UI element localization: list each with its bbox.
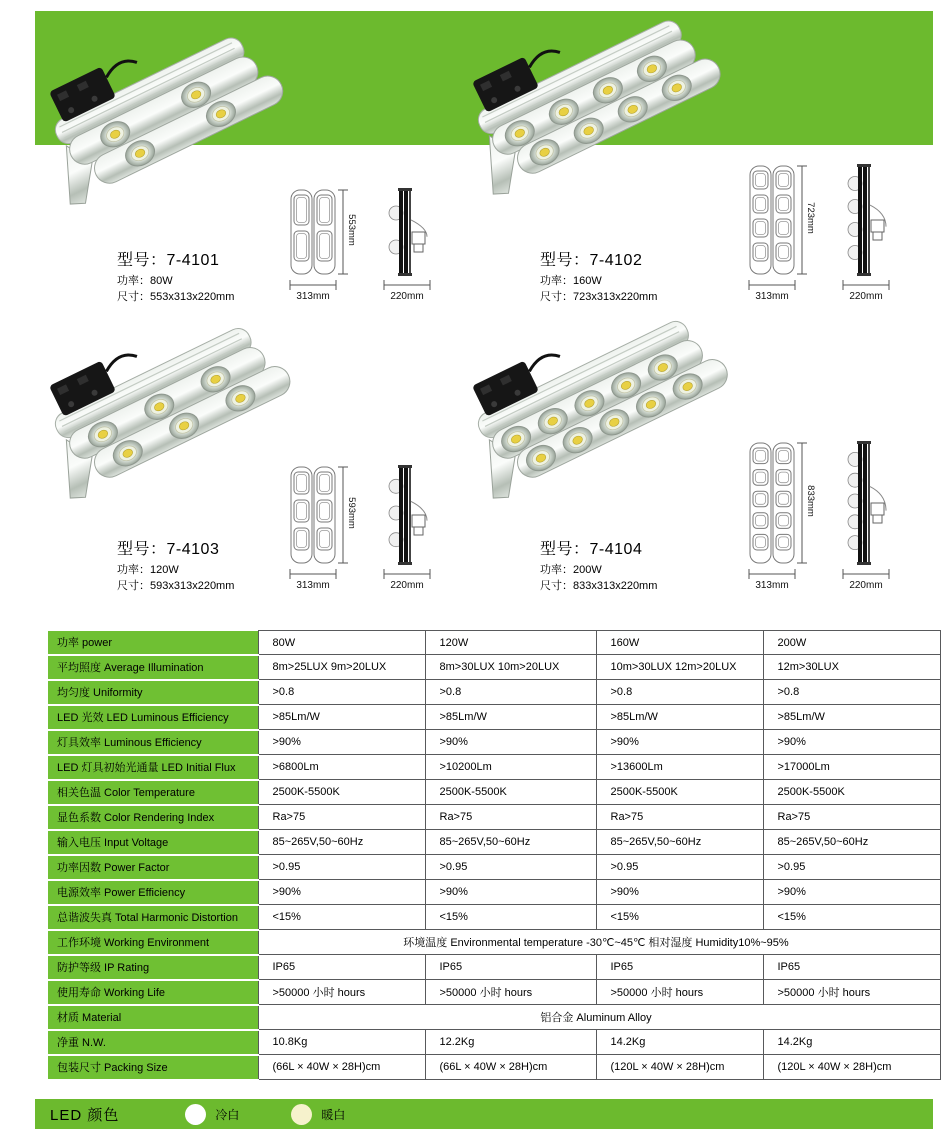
width-dimension-label: 313mm bbox=[296, 580, 330, 591]
product-info bbox=[540, 538, 657, 595]
spec-value-cell: 200W bbox=[763, 631, 940, 655]
spec-value-cell: 8m>30LUX 10m>20LUX bbox=[425, 655, 596, 680]
height-dimension-label: 593mm bbox=[346, 497, 357, 529]
spec-value-cell: >85Lm/W bbox=[258, 705, 425, 730]
spec-row bbox=[48, 905, 940, 930]
height-dimension-label: 723mm bbox=[805, 202, 816, 234]
spec-value-cell: <15% bbox=[258, 905, 425, 930]
spec-row bbox=[48, 655, 940, 680]
spec-row bbox=[48, 780, 940, 805]
spec-value-cell: 2500K-5500K bbox=[425, 780, 596, 805]
color-swatch bbox=[185, 1104, 206, 1125]
dimension-diagrams bbox=[285, 465, 443, 591]
spec-label-cell: 平均照度 Average Illumination bbox=[48, 655, 258, 680]
spec-row bbox=[48, 631, 940, 655]
product-size bbox=[117, 579, 234, 595]
spec-value-cell: >90% bbox=[596, 880, 763, 905]
spec-value-cell: >0.8 bbox=[763, 680, 940, 705]
depth-dimension-label: 220mm bbox=[390, 580, 424, 591]
size-field-label: 尺寸： bbox=[117, 291, 150, 304]
dimension-front-view bbox=[285, 465, 365, 591]
product-card bbox=[45, 18, 457, 306]
model-value: 7-4102 bbox=[589, 251, 643, 269]
spec-value-cell: 120W bbox=[425, 631, 596, 655]
led-color-title: LED 颜色 bbox=[50, 1106, 120, 1124]
product-model bbox=[117, 249, 234, 272]
spec-value-cell: IP65 bbox=[763, 955, 940, 980]
spec-value-cell: >90% bbox=[258, 730, 425, 755]
size-field-label: 尺寸： bbox=[540, 291, 573, 304]
model-field-label: 型号： bbox=[540, 540, 590, 558]
spec-span-cell: 铝合金 Aluminum Alloy bbox=[258, 1005, 940, 1030]
depth-dimension-label: 220mm bbox=[849, 291, 883, 302]
spec-label-cell: LED 灯具初始光通量 LED Initial Flux bbox=[48, 755, 258, 780]
spec-value-cell: >13600Lm bbox=[596, 755, 763, 780]
spec-value-cell: >85Lm/W bbox=[425, 705, 596, 730]
led-color-options bbox=[119, 1104, 345, 1125]
spec-value-cell: Ra>75 bbox=[258, 805, 425, 830]
spec-value-cell: <15% bbox=[596, 905, 763, 930]
spec-value-cell: Ra>75 bbox=[763, 805, 940, 830]
spec-value-cell: 80W bbox=[258, 631, 425, 655]
spec-row bbox=[48, 830, 940, 855]
spec-value-cell: (120L × 40W × 28H)cm bbox=[596, 1055, 763, 1080]
height-dimension-label: 833mm bbox=[805, 485, 816, 517]
product-model bbox=[540, 538, 657, 561]
power-cable bbox=[526, 46, 560, 67]
spec-value-cell: >0.95 bbox=[596, 855, 763, 880]
spec-value-cell: 2500K-5500K bbox=[258, 780, 425, 805]
spec-value-cell: 85~265V,50~60Hz bbox=[763, 830, 940, 855]
product-photo bbox=[45, 18, 317, 246]
dimension-front-view bbox=[744, 441, 824, 591]
depth-dimension-label: 220mm bbox=[390, 291, 424, 302]
spec-value-cell: (120L × 40W × 28H)cm bbox=[763, 1055, 940, 1080]
spec-row bbox=[48, 1030, 940, 1055]
power-field-label: 功率： bbox=[540, 275, 573, 288]
spec-value-cell: >0.95 bbox=[425, 855, 596, 880]
spec-label-cell: 输入电压 Input Voltage bbox=[48, 830, 258, 855]
width-dimension-label: 313mm bbox=[296, 291, 330, 302]
model-field-label: 型号： bbox=[540, 251, 590, 269]
spec-value-cell: (66L × 40W × 28H)cm bbox=[425, 1055, 596, 1080]
product-size bbox=[540, 290, 657, 306]
power-field-label: 功率： bbox=[117, 275, 150, 288]
spec-value-cell: 85~265V,50~60Hz bbox=[425, 830, 596, 855]
spec-value-cell: 12.2Kg bbox=[425, 1030, 596, 1055]
spec-row bbox=[48, 755, 940, 780]
led-color-option bbox=[291, 1104, 345, 1125]
spec-row bbox=[48, 930, 940, 955]
dimension-front-view bbox=[285, 188, 365, 302]
dimension-side-view bbox=[840, 164, 902, 302]
product-power bbox=[117, 274, 234, 290]
spec-value-cell: 14.2Kg bbox=[763, 1030, 940, 1055]
spec-label-cell: 灯具效率 Luminous Efficiency bbox=[48, 730, 258, 755]
specification-table bbox=[48, 630, 941, 1081]
spec-value-cell: IP65 bbox=[425, 955, 596, 980]
spec-value-cell: >85Lm/W bbox=[763, 705, 940, 730]
spec-row bbox=[48, 680, 940, 705]
spec-value-cell: >90% bbox=[763, 730, 940, 755]
spec-label-cell: LED 光效 LED Luminous Efficiency bbox=[48, 705, 258, 730]
model-field-label: 型号： bbox=[117, 251, 167, 269]
product-card bbox=[468, 312, 916, 595]
product-power bbox=[117, 563, 234, 579]
spec-label-cell: 防护等级 IP Rating bbox=[48, 955, 258, 980]
spec-label-cell: 工作环境 Working Environment bbox=[48, 930, 258, 955]
model-field-label: 型号： bbox=[117, 540, 167, 558]
width-dimension-label: 313mm bbox=[755, 580, 789, 591]
spec-value-cell: >90% bbox=[596, 730, 763, 755]
spec-value-cell: <15% bbox=[425, 905, 596, 930]
spec-row bbox=[48, 730, 940, 755]
spec-value-cell: >0.8 bbox=[596, 680, 763, 705]
model-value: 7-4103 bbox=[166, 540, 220, 558]
spec-value-cell: >50000 小时 hours bbox=[425, 980, 596, 1005]
size-value: 833x313x220mm bbox=[573, 580, 658, 593]
size-value: 593x313x220mm bbox=[150, 580, 235, 593]
spec-value-cell: 85~265V,50~60Hz bbox=[596, 830, 763, 855]
spec-value-cell: >0.95 bbox=[258, 855, 425, 880]
spec-row bbox=[48, 980, 940, 1005]
power-cable bbox=[103, 350, 137, 371]
power-field-label: 功率： bbox=[540, 564, 573, 577]
spec-label-cell: 均匀度 Uniformity bbox=[48, 680, 258, 705]
spec-label-cell: 材质 Material bbox=[48, 1005, 258, 1030]
power-field-label: 功率： bbox=[117, 564, 150, 577]
dimension-diagrams bbox=[744, 441, 902, 591]
spec-value-cell: IP65 bbox=[596, 955, 763, 980]
power-cable bbox=[103, 56, 137, 77]
power-value: 120W bbox=[150, 564, 179, 577]
spec-value-cell: >85Lm/W bbox=[596, 705, 763, 730]
spec-value-cell: >50000 小时 hours bbox=[258, 980, 425, 1005]
size-field-label: 尺寸： bbox=[117, 580, 150, 593]
spec-label-cell: 功率 power bbox=[48, 631, 258, 655]
model-value: 7-4101 bbox=[166, 251, 220, 269]
spec-label-cell: 相关色温 Color Temperature bbox=[48, 780, 258, 805]
spec-value-cell: >17000Lm bbox=[763, 755, 940, 780]
spec-value-cell: >90% bbox=[425, 730, 596, 755]
spec-label-cell: 包装尺寸 Packing Size bbox=[48, 1055, 258, 1080]
power-value: 160W bbox=[573, 275, 602, 288]
spec-value-cell: (66L × 40W × 28H)cm bbox=[258, 1055, 425, 1080]
dimension-side-view bbox=[840, 441, 902, 591]
spec-value-cell: IP65 bbox=[258, 955, 425, 980]
color-swatch-label: 暖白 bbox=[321, 1107, 346, 1122]
color-swatch-label: 冷白 bbox=[215, 1107, 240, 1122]
spec-value-cell: 10.8Kg bbox=[258, 1030, 425, 1055]
led-color-option bbox=[185, 1104, 239, 1125]
spec-value-cell: >0.95 bbox=[763, 855, 940, 880]
spec-value-cell: 14.2Kg bbox=[596, 1030, 763, 1055]
spec-row bbox=[48, 880, 940, 905]
dimension-diagrams bbox=[285, 188, 443, 302]
dimension-diagrams bbox=[744, 164, 902, 302]
product-photo bbox=[45, 312, 317, 540]
product-card bbox=[468, 8, 916, 306]
spec-value-cell: >90% bbox=[425, 880, 596, 905]
model-value: 7-4104 bbox=[589, 540, 643, 558]
color-swatch bbox=[291, 1104, 312, 1125]
height-dimension-label: 553mm bbox=[346, 214, 357, 246]
spec-value-cell: >6800Lm bbox=[258, 755, 425, 780]
spec-value-cell: Ra>75 bbox=[425, 805, 596, 830]
product-info bbox=[540, 249, 657, 306]
spec-label-cell: 总谐波失真 Total Harmonic Distortion bbox=[48, 905, 258, 930]
spec-value-cell: 8m>25LUX 9m>20LUX bbox=[258, 655, 425, 680]
spec-value-cell: >10200Lm bbox=[425, 755, 596, 780]
spec-label-cell: 功率因数 Power Factor bbox=[48, 855, 258, 880]
product-photo bbox=[468, 312, 740, 540]
spec-value-cell: >50000 小时 hours bbox=[763, 980, 940, 1005]
power-cable bbox=[526, 350, 560, 371]
product-model bbox=[117, 538, 234, 561]
spec-row bbox=[48, 705, 940, 730]
product-size bbox=[117, 290, 234, 306]
spec-label-cell: 电源效率 Power Efficiency bbox=[48, 880, 258, 905]
product-model bbox=[540, 249, 657, 272]
spec-span-cell: 环境温度 Environmental temperature -30℃~45℃ 相对湿度 Humidity10%~95% bbox=[258, 930, 940, 955]
spec-row bbox=[48, 1005, 940, 1030]
spec-row bbox=[48, 955, 940, 980]
spec-value-cell: 2500K-5500K bbox=[763, 780, 940, 805]
depth-dimension-label: 220mm bbox=[849, 580, 883, 591]
spec-value-cell: 12m>30LUX bbox=[763, 655, 940, 680]
dimension-front-view bbox=[744, 164, 824, 302]
spec-label-cell: 显色系数 Color Rendering Index bbox=[48, 805, 258, 830]
product-card bbox=[45, 312, 457, 595]
spec-value-cell: 10m>30LUX 12m>20LUX bbox=[596, 655, 763, 680]
spec-label-cell: 使用寿命 Working Life bbox=[48, 980, 258, 1005]
spec-row bbox=[48, 855, 940, 880]
spec-value-cell: Ra>75 bbox=[596, 805, 763, 830]
power-value: 200W bbox=[573, 564, 602, 577]
spec-table-body bbox=[48, 631, 940, 1080]
spec-value-cell: >90% bbox=[763, 880, 940, 905]
spec-value-cell: >50000 小时 hours bbox=[596, 980, 763, 1005]
product-power bbox=[540, 563, 657, 579]
power-value: 80W bbox=[150, 275, 173, 288]
spec-value-cell: >0.8 bbox=[425, 680, 596, 705]
size-value: 723x313x220mm bbox=[573, 291, 658, 304]
spec-value-cell: <15% bbox=[763, 905, 940, 930]
spec-value-cell: 85~265V,50~60Hz bbox=[258, 830, 425, 855]
spec-value-cell: >0.8 bbox=[258, 680, 425, 705]
led-color-bar bbox=[35, 1099, 933, 1129]
product-info bbox=[117, 538, 234, 595]
spec-value-cell: 160W bbox=[596, 631, 763, 655]
spec-row bbox=[48, 1055, 940, 1080]
spec-value-cell: 2500K-5500K bbox=[596, 780, 763, 805]
dimension-side-view bbox=[381, 465, 443, 591]
product-size bbox=[540, 579, 657, 595]
spec-row bbox=[48, 805, 940, 830]
width-dimension-label: 313mm bbox=[755, 291, 789, 302]
spec-value-cell: >90% bbox=[258, 880, 425, 905]
size-field-label: 尺寸： bbox=[540, 580, 573, 593]
product-photo bbox=[468, 8, 740, 236]
spec-label-cell: 净重 N.W. bbox=[48, 1030, 258, 1055]
product-power bbox=[540, 274, 657, 290]
dimension-side-view bbox=[381, 188, 443, 302]
size-value: 553x313x220mm bbox=[150, 291, 235, 304]
product-info bbox=[117, 249, 234, 306]
